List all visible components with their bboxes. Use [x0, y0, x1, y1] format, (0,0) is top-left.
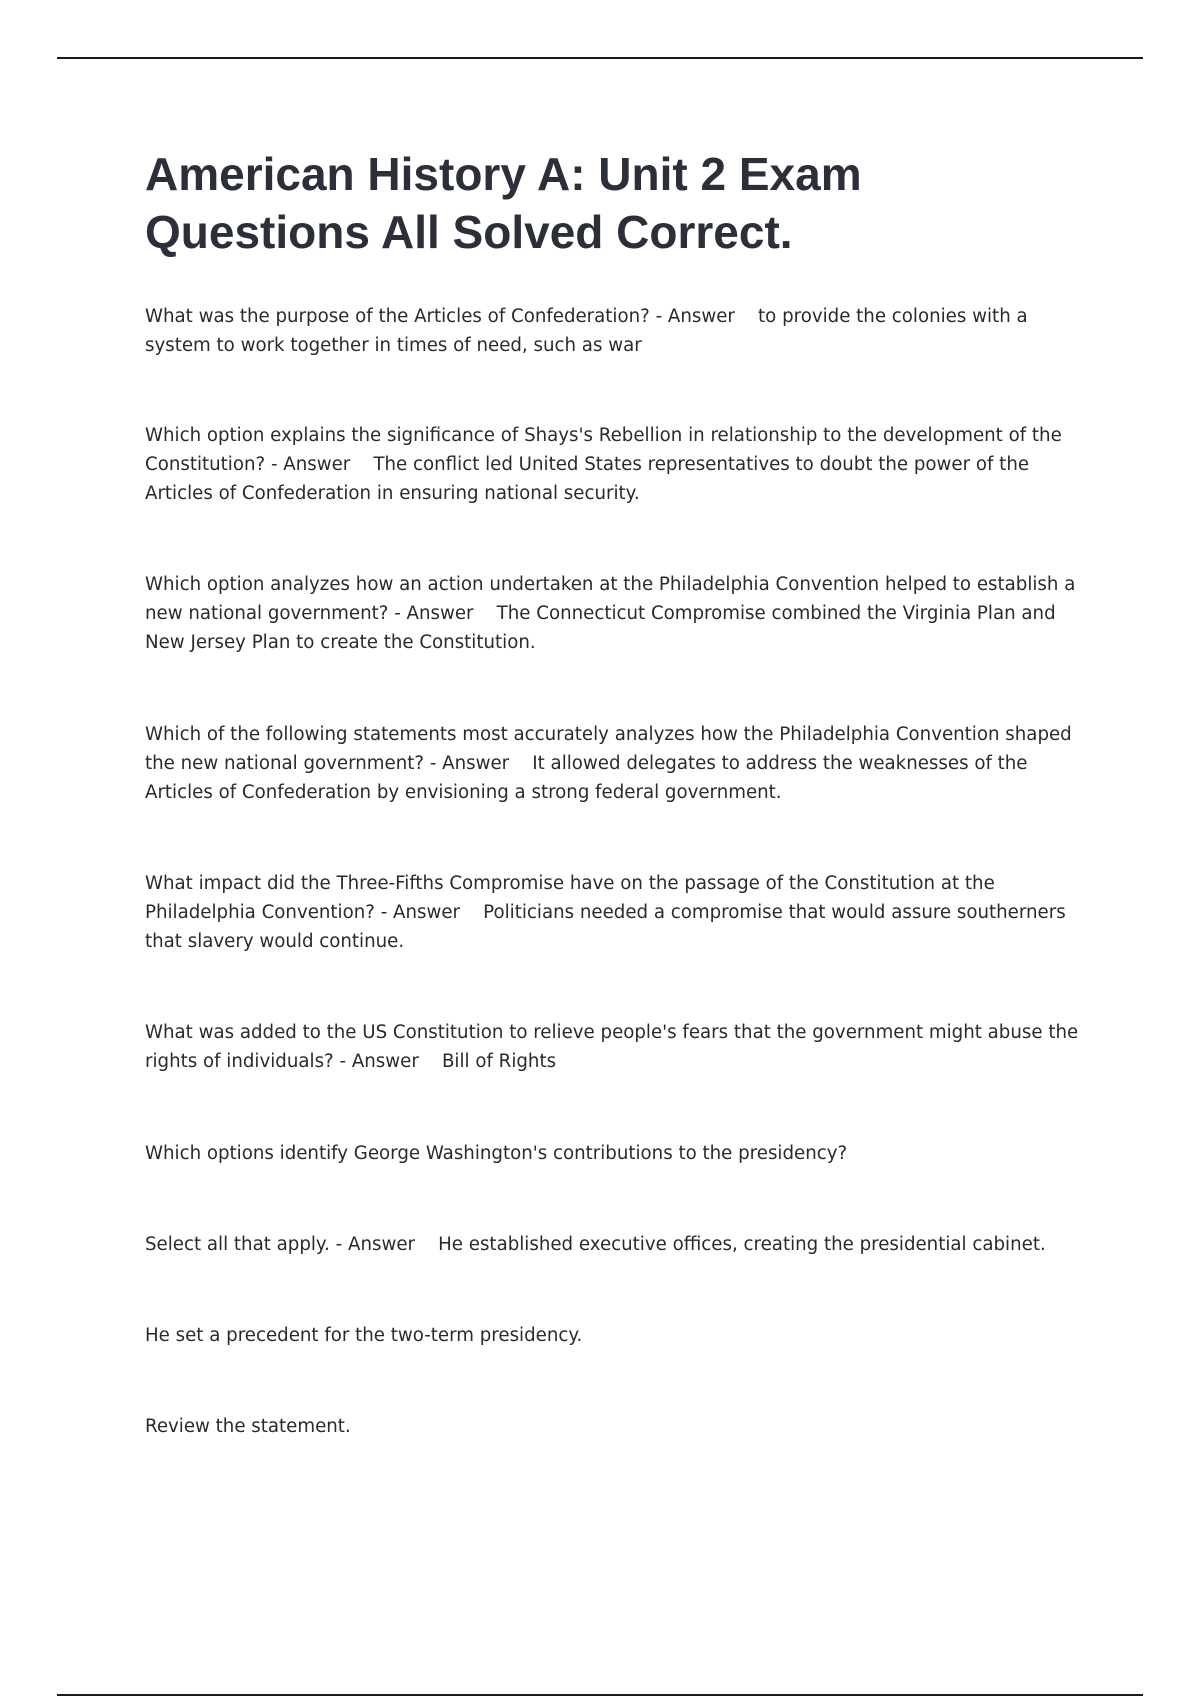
- question-text: Which of the following statements most accurately analyzes how the Philadelphia Convention shaped the new national government?: [145, 724, 1072, 774]
- answer-marker: - Answer: [424, 753, 533, 774]
- answer-marker: - Answer: [329, 1234, 439, 1255]
- qa-item-6: [145, 1018, 1095, 1076]
- question-text: What was the purpose of the Articles of Confederation?: [145, 306, 650, 327]
- question-text: What was added to the US Constitution to relieve people's fears that the government might abuse the rights of individuals?: [145, 1022, 1079, 1072]
- qa-item-5: [145, 869, 1095, 956]
- question-text: Which option analyzes how an action undertaken at the Philadelphia Convention helped to establish a new national government?: [145, 574, 1076, 624]
- qa-item-4: [145, 720, 1095, 807]
- answer-marker: - Answer: [649, 306, 759, 327]
- answer-marker: - Answer: [333, 1051, 442, 1072]
- answer-text: Bill of Rights: [441, 1051, 557, 1072]
- answer-marker: - Answer: [374, 902, 484, 923]
- answer-marker: - Answer: [388, 603, 497, 624]
- document-title: American History A: Unit 2 Exam Questions All Solved Correct.: [145, 148, 862, 258]
- qa-item-1: [145, 302, 1095, 360]
- header-rule: [57, 57, 1143, 59]
- answer-text: It allowed delegates to address the weaknesses of the Articles of Confederation by envisioning a strong federal government.: [145, 753, 1028, 803]
- washington-question: Which options identify George Washington's contributions to the presidency?: [145, 1143, 848, 1164]
- review-statement: Review the statement.: [145, 1416, 351, 1437]
- qa-item-2: [145, 421, 1095, 508]
- answer-text: He established executive offices, creating the presidential cabinet.: [438, 1234, 1046, 1255]
- answer-marker: - Answer: [265, 454, 374, 475]
- select-all-item: [145, 1230, 1095, 1259]
- question-text: What impact did the Three-Fifths Compromise have on the passage of the Constitution at the Philadelphia Convention?: [145, 873, 995, 923]
- question-text: Which option explains the significance of Shays's Rebellion in relationship to the development of the Constitution?: [145, 425, 1062, 475]
- second-answer: He set a precedent for the two-term presidency.: [145, 1325, 583, 1346]
- answer-text: The conflict led United States representatives to doubt the power of the Articles of Confederation in ensuring national security.: [145, 454, 1030, 504]
- qa-item-3: [145, 570, 1095, 657]
- answer-text: to provide the colonies with a system to work together in times of need, such as war: [145, 306, 1028, 356]
- answer-text: Politicians needed a compromise that would assure southerners that slavery would continue.: [145, 902, 1066, 952]
- answer-text: The Connecticut Compromise combined the Virginia Plan and New Jersey Plan to create the Constitution.: [145, 603, 1056, 653]
- question-text: Select all that apply.: [145, 1234, 330, 1255]
- footer-rule: [57, 1694, 1143, 1696]
